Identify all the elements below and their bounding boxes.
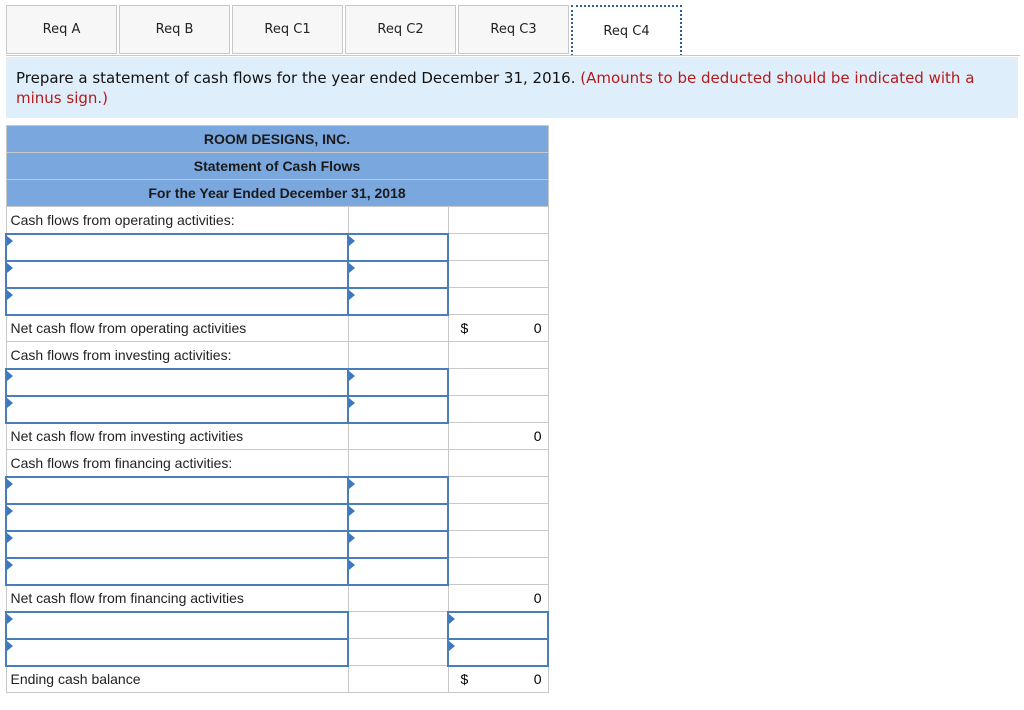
summary-label-1[interactable] (6, 612, 348, 639)
net-operating-value: 0 (533, 320, 542, 336)
tab-bar (6, 5, 684, 56)
operating-item-amount-1[interactable] (348, 234, 448, 261)
ending-cash-total (448, 666, 548, 693)
tab-req-c3[interactable]: Req C3 (458, 5, 569, 54)
tab-req-c1[interactable]: Req C1 (232, 5, 343, 54)
financing-item-amount-3[interactable] (348, 531, 448, 558)
company-name: ROOM DESIGNS, INC. (6, 126, 548, 153)
financing-item-label-2[interactable] (6, 504, 348, 531)
investing-item-label-2[interactable] (6, 396, 348, 423)
operating-item-label-1[interactable] (6, 234, 348, 261)
net-operating-total (448, 315, 548, 342)
tab-req-b[interactable]: Req B (119, 5, 230, 54)
ending-cash-value: 0 (533, 671, 542, 688)
net-investing-label: Net cash flow from investing activities (6, 423, 348, 450)
currency-symbol: $ (460, 320, 469, 336)
operating-item-label-3[interactable] (6, 288, 348, 315)
statement-title: Statement of Cash Flows (6, 153, 548, 180)
operating-item-amount-3[interactable] (348, 288, 448, 315)
financing-item-label-4[interactable] (6, 558, 348, 585)
summary-amount-1[interactable] (448, 612, 548, 639)
summary-amount-2[interactable] (448, 639, 548, 666)
operating-header: Cash flows from operating activities: (6, 207, 348, 234)
instruction-note: (Amounts to be deducted should be indicated with a minus sign.) (16, 69, 975, 107)
operating-item-amount-2[interactable] (348, 261, 448, 288)
ending-cash-label: Ending cash balance (6, 666, 348, 693)
investing-item-amount-1[interactable] (348, 369, 448, 396)
summary-label-2[interactable] (6, 639, 348, 666)
tab-divider (6, 55, 1020, 56)
tab-req-a[interactable]: Req A (6, 5, 117, 54)
financing-item-amount-4[interactable] (348, 558, 448, 585)
investing-header: Cash flows from investing activities: (6, 342, 348, 369)
cash-flow-statement (5, 125, 549, 693)
instruction-text: Prepare a statement of cash flows for the year ended December 31, 2016. (16, 69, 576, 87)
tab-req-c2[interactable]: Req C2 (345, 5, 456, 54)
financing-item-amount-1[interactable] (348, 477, 448, 504)
investing-item-label-1[interactable] (6, 369, 348, 396)
currency-symbol: $ (460, 671, 469, 688)
financing-item-label-1[interactable] (6, 477, 348, 504)
tab-req-c4[interactable]: Req C4 (571, 5, 682, 56)
financing-header: Cash flows from financing activities: (6, 450, 348, 477)
instruction-panel (6, 57, 1018, 118)
net-financing-label: Net cash flow from financing activities (6, 585, 348, 612)
investing-item-amount-2[interactable] (348, 396, 448, 423)
financing-item-label-3[interactable] (6, 531, 348, 558)
operating-item-label-2[interactable] (6, 261, 348, 288)
net-operating-label: Net cash flow from operating activities (6, 315, 348, 342)
net-financing-value: 0 (448, 585, 548, 612)
net-investing-value: 0 (448, 423, 548, 450)
financing-item-amount-2[interactable] (348, 504, 448, 531)
statement-period: For the Year Ended December 31, 2018 (6, 180, 548, 207)
